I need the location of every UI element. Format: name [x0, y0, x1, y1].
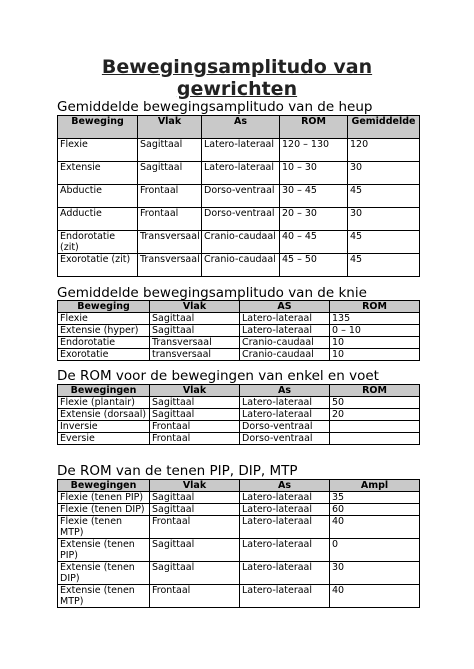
- column-header: As: [240, 480, 330, 492]
- table-cell: Latero-lateraal: [202, 139, 280, 162]
- table-row: [58, 585, 420, 608]
- table-cell: Inversie: [58, 421, 150, 433]
- table-row: [58, 539, 420, 562]
- toes-rom-table: [57, 479, 420, 608]
- table-cell: Latero-lateraal: [240, 504, 330, 516]
- table-row: [58, 337, 420, 349]
- table-cell: Transversaal: [138, 254, 202, 277]
- table-row: [58, 208, 420, 231]
- table-cell: Flexie (plantair): [58, 397, 150, 409]
- table-cell: Sagittaal: [138, 162, 202, 185]
- table-cell: transversaal: [150, 349, 240, 361]
- table-row: [58, 185, 420, 208]
- table-cell: 120: [348, 139, 420, 162]
- table-cell: Flexie: [58, 139, 138, 162]
- table-header-row: [58, 480, 420, 492]
- table-cell: Frontaal: [150, 433, 240, 445]
- page-title-line-1: Bewegingsamplitudo van: [101, 56, 373, 78]
- table-cell: Latero-lateraal: [240, 313, 330, 325]
- table-cell: Latero-lateraal: [240, 562, 330, 585]
- knee-rom-table: [57, 300, 420, 361]
- table-cell: Flexie (tenen DIP): [58, 504, 150, 516]
- table-cell: 20 – 30: [280, 208, 348, 231]
- table-cell: 45 – 50: [280, 254, 348, 277]
- column-header: Ampl: [330, 480, 420, 492]
- table-cell: [330, 433, 420, 445]
- table-cell: Transversaal: [138, 231, 202, 254]
- column-header: Vlak: [150, 480, 240, 492]
- table-cell: Flexie: [58, 313, 150, 325]
- table-cell: Extensie: [58, 162, 138, 185]
- table-cell: 10 – 30: [280, 162, 348, 185]
- table-cell: Sagittaal: [138, 139, 202, 162]
- table-cell: Transversaal: [150, 337, 240, 349]
- table-cell: Frontaal: [150, 585, 240, 608]
- table-cell: Latero-lateraal: [240, 409, 330, 421]
- table-cell: Sagittaal: [150, 313, 240, 325]
- column-header: Bewegingen: [58, 480, 150, 492]
- hip-section-heading: Gemiddelde bewegingsamplitudo van de heup: [57, 99, 373, 115]
- table-cell: 30: [348, 162, 420, 185]
- table-cell: Sagittaal: [150, 562, 240, 585]
- table-cell: 45: [348, 254, 420, 277]
- table-cell: Latero-lateraal: [240, 539, 330, 562]
- table-cell: Sagittaal: [150, 325, 240, 337]
- table-cell: Flexie (tenen MTP): [58, 516, 150, 539]
- table-cell: 10: [330, 349, 420, 361]
- table-cell: 40: [330, 516, 420, 539]
- table-cell: Latero-lateraal: [240, 492, 330, 504]
- table-row: [58, 313, 420, 325]
- table-cell: 60: [330, 504, 420, 516]
- table-cell: Cranio-caudaal: [202, 254, 280, 277]
- column-header: ROM: [280, 116, 348, 139]
- table-cell: Sagittaal: [150, 397, 240, 409]
- table-cell: Dorso-ventraal: [240, 433, 330, 445]
- table-cell: Endorotatie: [58, 337, 150, 349]
- table-cell: Frontaal: [138, 185, 202, 208]
- table-cell: Sagittaal: [150, 539, 240, 562]
- table-cell: Eversie: [58, 433, 150, 445]
- table-row: [58, 516, 420, 539]
- table-cell: Sagittaal: [150, 492, 240, 504]
- table-cell: Dorso-ventraal: [202, 208, 280, 231]
- column-header: AS: [240, 301, 330, 313]
- table-cell: Abductie: [58, 185, 138, 208]
- column-header: ROM: [330, 385, 420, 397]
- table-row: [58, 562, 420, 585]
- table-cell: 50: [330, 397, 420, 409]
- table-row: [58, 162, 420, 185]
- table-cell: Extensie (tenen DIP): [58, 562, 150, 585]
- table-cell: 40: [330, 585, 420, 608]
- table-cell: Latero-lateraal: [240, 397, 330, 409]
- table-row: [58, 492, 420, 504]
- column-header: Gemiddelde: [348, 116, 420, 139]
- page-title-line-2: gewrichten: [176, 78, 298, 100]
- table-cell: Extensie (tenen PIP): [58, 539, 150, 562]
- table-cell: 45: [348, 185, 420, 208]
- table-row: [58, 231, 420, 254]
- table-row: [58, 325, 420, 337]
- table-cell: Exorotatie: [58, 349, 150, 361]
- table-cell: Latero-lateraal: [240, 325, 330, 337]
- table-cell: Frontaal: [138, 208, 202, 231]
- column-header: Vlak: [150, 301, 240, 313]
- table-row: [58, 409, 420, 421]
- table-header-row: [58, 301, 420, 313]
- table-cell: Latero-lateraal: [202, 162, 280, 185]
- table-row: [58, 254, 420, 277]
- table-cell: 30: [330, 562, 420, 585]
- table-cell: 40 – 45: [280, 231, 348, 254]
- table-cell: 30 – 45: [280, 185, 348, 208]
- table-row: [58, 433, 420, 445]
- table-row: [58, 504, 420, 516]
- column-header: As: [240, 385, 330, 397]
- toes-section-heading: De ROM van de tenen PIP, DIP, MTP: [57, 463, 298, 479]
- table-cell: Cranio-caudaal: [240, 349, 330, 361]
- table-cell: 0 – 10: [330, 325, 420, 337]
- table-row: [58, 139, 420, 162]
- table-cell: Sagittaal: [150, 504, 240, 516]
- table-header-row: [58, 385, 420, 397]
- table-cell: Dorso-ventraal: [240, 421, 330, 433]
- table-cell: 120 – 130: [280, 139, 348, 162]
- hip-rom-table: [57, 115, 420, 277]
- table-cell: 10: [330, 337, 420, 349]
- table-cell: Cranio-caudaal: [240, 337, 330, 349]
- table-cell: 135: [330, 313, 420, 325]
- column-header: ROM: [330, 301, 420, 313]
- table-cell: Endorotatie (zit): [58, 231, 138, 254]
- table-cell: Sagittaal: [150, 409, 240, 421]
- table-cell: Dorso-ventraal: [202, 185, 280, 208]
- table-cell: Flexie (tenen PIP): [58, 492, 150, 504]
- table-cell: Cranio-caudaal: [202, 231, 280, 254]
- column-header: Vlak: [150, 385, 240, 397]
- ankle-foot-section-heading: De ROM voor de bewegingen van enkel en voet: [57, 368, 379, 384]
- table-header-row: [58, 116, 420, 139]
- column-header: Vlak: [138, 116, 202, 139]
- table-cell: Extensie (tenen MTP): [58, 585, 150, 608]
- table-cell: 45: [348, 231, 420, 254]
- table-cell: 20: [330, 409, 420, 421]
- column-header: Bewegingen: [58, 385, 150, 397]
- table-cell: Frontaal: [150, 421, 240, 433]
- table-row: [58, 421, 420, 433]
- table-cell: Latero-lateraal: [240, 516, 330, 539]
- table-cell: 30: [348, 208, 420, 231]
- table-cell: Exorotatie (zit): [58, 254, 138, 277]
- table-cell: Adductie: [58, 208, 138, 231]
- knee-section-heading: Gemiddelde bewegingsamplitudo van de knie: [57, 285, 367, 301]
- column-header: Beweging: [58, 301, 150, 313]
- table-cell: Extensie (dorsaal): [58, 409, 150, 421]
- table-cell: 0: [330, 539, 420, 562]
- table-cell: 35: [330, 492, 420, 504]
- table-cell: Frontaal: [150, 516, 240, 539]
- page-title: [0, 56, 474, 100]
- table-cell: [330, 421, 420, 433]
- column-header: As: [202, 116, 280, 139]
- table-cell: Latero-lateraal: [240, 585, 330, 608]
- table-row: [58, 349, 420, 361]
- table-row: [58, 397, 420, 409]
- ankle-foot-rom-table: [57, 384, 420, 445]
- column-header: Beweging: [58, 116, 138, 139]
- table-cell: Extensie (hyper): [58, 325, 150, 337]
